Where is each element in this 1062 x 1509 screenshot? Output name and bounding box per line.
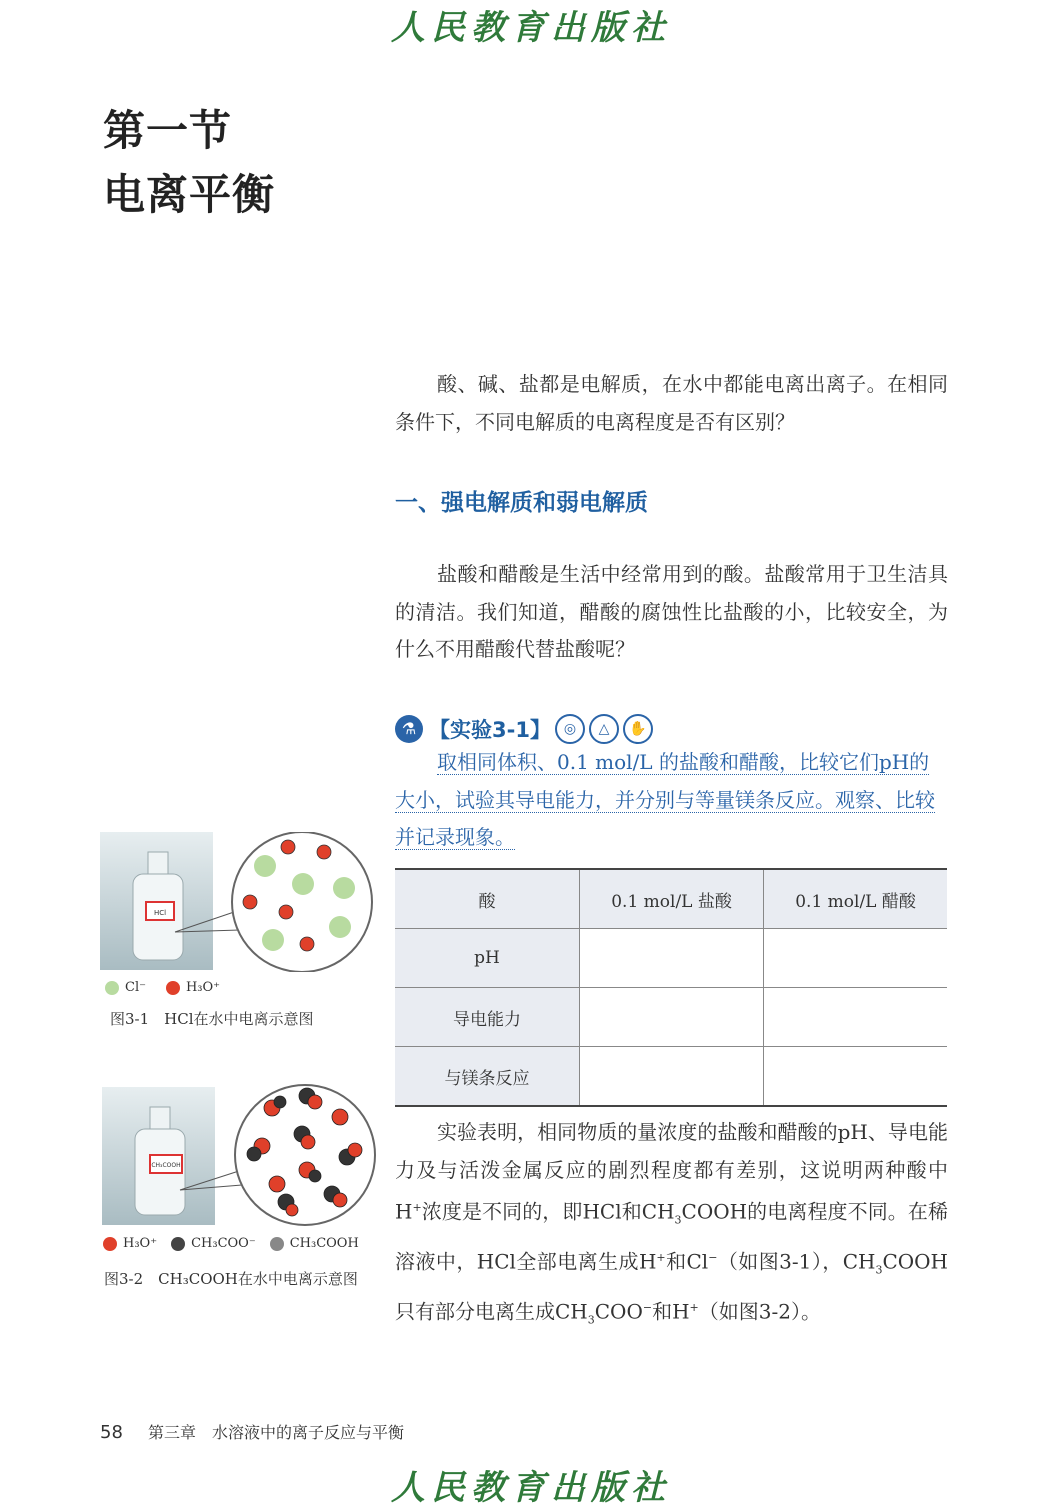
- acetic-acid-legend-icon: [270, 1237, 284, 1251]
- bottle-label: CH₃COOH: [151, 1162, 181, 1169]
- acetic-ionization-illustration: [102, 1082, 377, 1227]
- figure-3-2: [102, 1082, 377, 1227]
- para2-text: 盐酸和醋酸是生活中经常用到的酸。盐酸常用于卫生洁具的清洁。我们知道，醋酸的腐蚀性比盐酸的小，比较安全，为什么不用醋酸代替盐酸呢？: [395, 562, 948, 661]
- flask-icon: ⚗: [395, 715, 423, 743]
- table-header-cell: 酸: [395, 869, 580, 929]
- page-number: 58: [100, 1422, 123, 1443]
- fig2-legend: [103, 1236, 365, 1251]
- publisher-logo-bottom: 人民教育出版社: [391, 1468, 671, 1508]
- table-cell: [580, 929, 764, 988]
- experiment-heading: [395, 712, 653, 746]
- table-row: [395, 929, 947, 988]
- hydronium-legend-icon: [166, 981, 180, 995]
- conclusion-text: 实验表明，相同物质的量浓度的盐酸和醋酸的pH、导电能力及与活泼金属反应的剧烈程度都有差别，这说明两种酸中H+浓度是不同的，即HCl和$CH_3COOH$的电离程度不同。在稀溶液中，HCl全部电离生成H+和Cl−（如图3-1），$CH_3COOH$只有部分电离生成$CH_3COO^-$和H+（如图3-2）。: [395, 1120, 948, 1327]
- table-row: [395, 1047, 947, 1107]
- table-cell: [764, 929, 947, 988]
- hazard-icon: △: [589, 714, 619, 744]
- fig2-caption: 图3-2 CH₃COOH在水中电离示意图: [104, 1270, 358, 1288]
- experiment-table: [395, 868, 947, 1107]
- chapter-title: 第三章 水溶液中的离子反应与平衡: [148, 1423, 405, 1442]
- experiment-instructions: 取相同体积、0.1 mol/L 的盐酸和醋酸，比较它们pH的大小，试验其导电能力，并分别与等量镁条反应。观察、比较并记录现象。: [395, 750, 935, 849]
- section-number: 第一节: [103, 106, 233, 155]
- conclusion-paragraph: [395, 1114, 948, 1339]
- chloride-legend-icon: [105, 981, 119, 995]
- table-cell: [764, 1047, 947, 1107]
- table-header-cell: 0.1 mol/L 醋酸: [764, 869, 947, 929]
- bottle-label: HCl: [153, 909, 167, 917]
- legend-acetic-acid: CH₃COOH: [289, 1236, 359, 1251]
- goggles-icon: ◎: [555, 714, 585, 744]
- legend-h3o: H₃O⁺: [123, 1236, 158, 1251]
- fig1-caption: 图3-1 HCl在水中电离示意图: [110, 1010, 314, 1028]
- fig1-legend: [105, 980, 226, 995]
- intro-paragraph: [395, 366, 948, 441]
- legend-h3o: H₃O⁺: [185, 980, 221, 995]
- table-row: [395, 988, 947, 1047]
- table-row-label: pH: [395, 929, 580, 988]
- table-cell: [764, 988, 947, 1047]
- acetate-legend-icon: [171, 1237, 185, 1251]
- subsection-heading: 一、强电解质和弱电解质: [395, 490, 648, 516]
- table-cell: [580, 988, 764, 1047]
- legend-cl: Cl⁻: [125, 980, 146, 995]
- section-title: 电离平衡: [103, 170, 276, 219]
- hcl-ionization-illustration: [100, 832, 375, 972]
- hydronium-legend-icon: [103, 1237, 117, 1251]
- hcl-acetic-paragraph: [395, 556, 948, 669]
- table-header-cell: 0.1 mol/L 盐酸: [580, 869, 764, 929]
- experiment-text: [395, 744, 948, 857]
- publisher-logo-top: 人民教育出版社: [391, 8, 671, 48]
- page-footer: [100, 1420, 404, 1443]
- figure-3-1: [100, 832, 375, 972]
- table-row-label: 导电能力: [395, 988, 580, 1047]
- hand-icon: ✋: [623, 714, 653, 744]
- table-header-row: [395, 869, 947, 929]
- table-row-label: 与镁条反应: [395, 1047, 580, 1107]
- table-cell: [580, 1047, 764, 1107]
- intro-text: 酸、碱、盐都是电解质，在水中都能电离出离子。在相同条件下，不同电解质的电离程度是否有区别？: [395, 372, 948, 434]
- experiment-label: 【实验3-1】: [429, 718, 551, 742]
- legend-acetate: CH₃COO⁻: [191, 1236, 256, 1251]
